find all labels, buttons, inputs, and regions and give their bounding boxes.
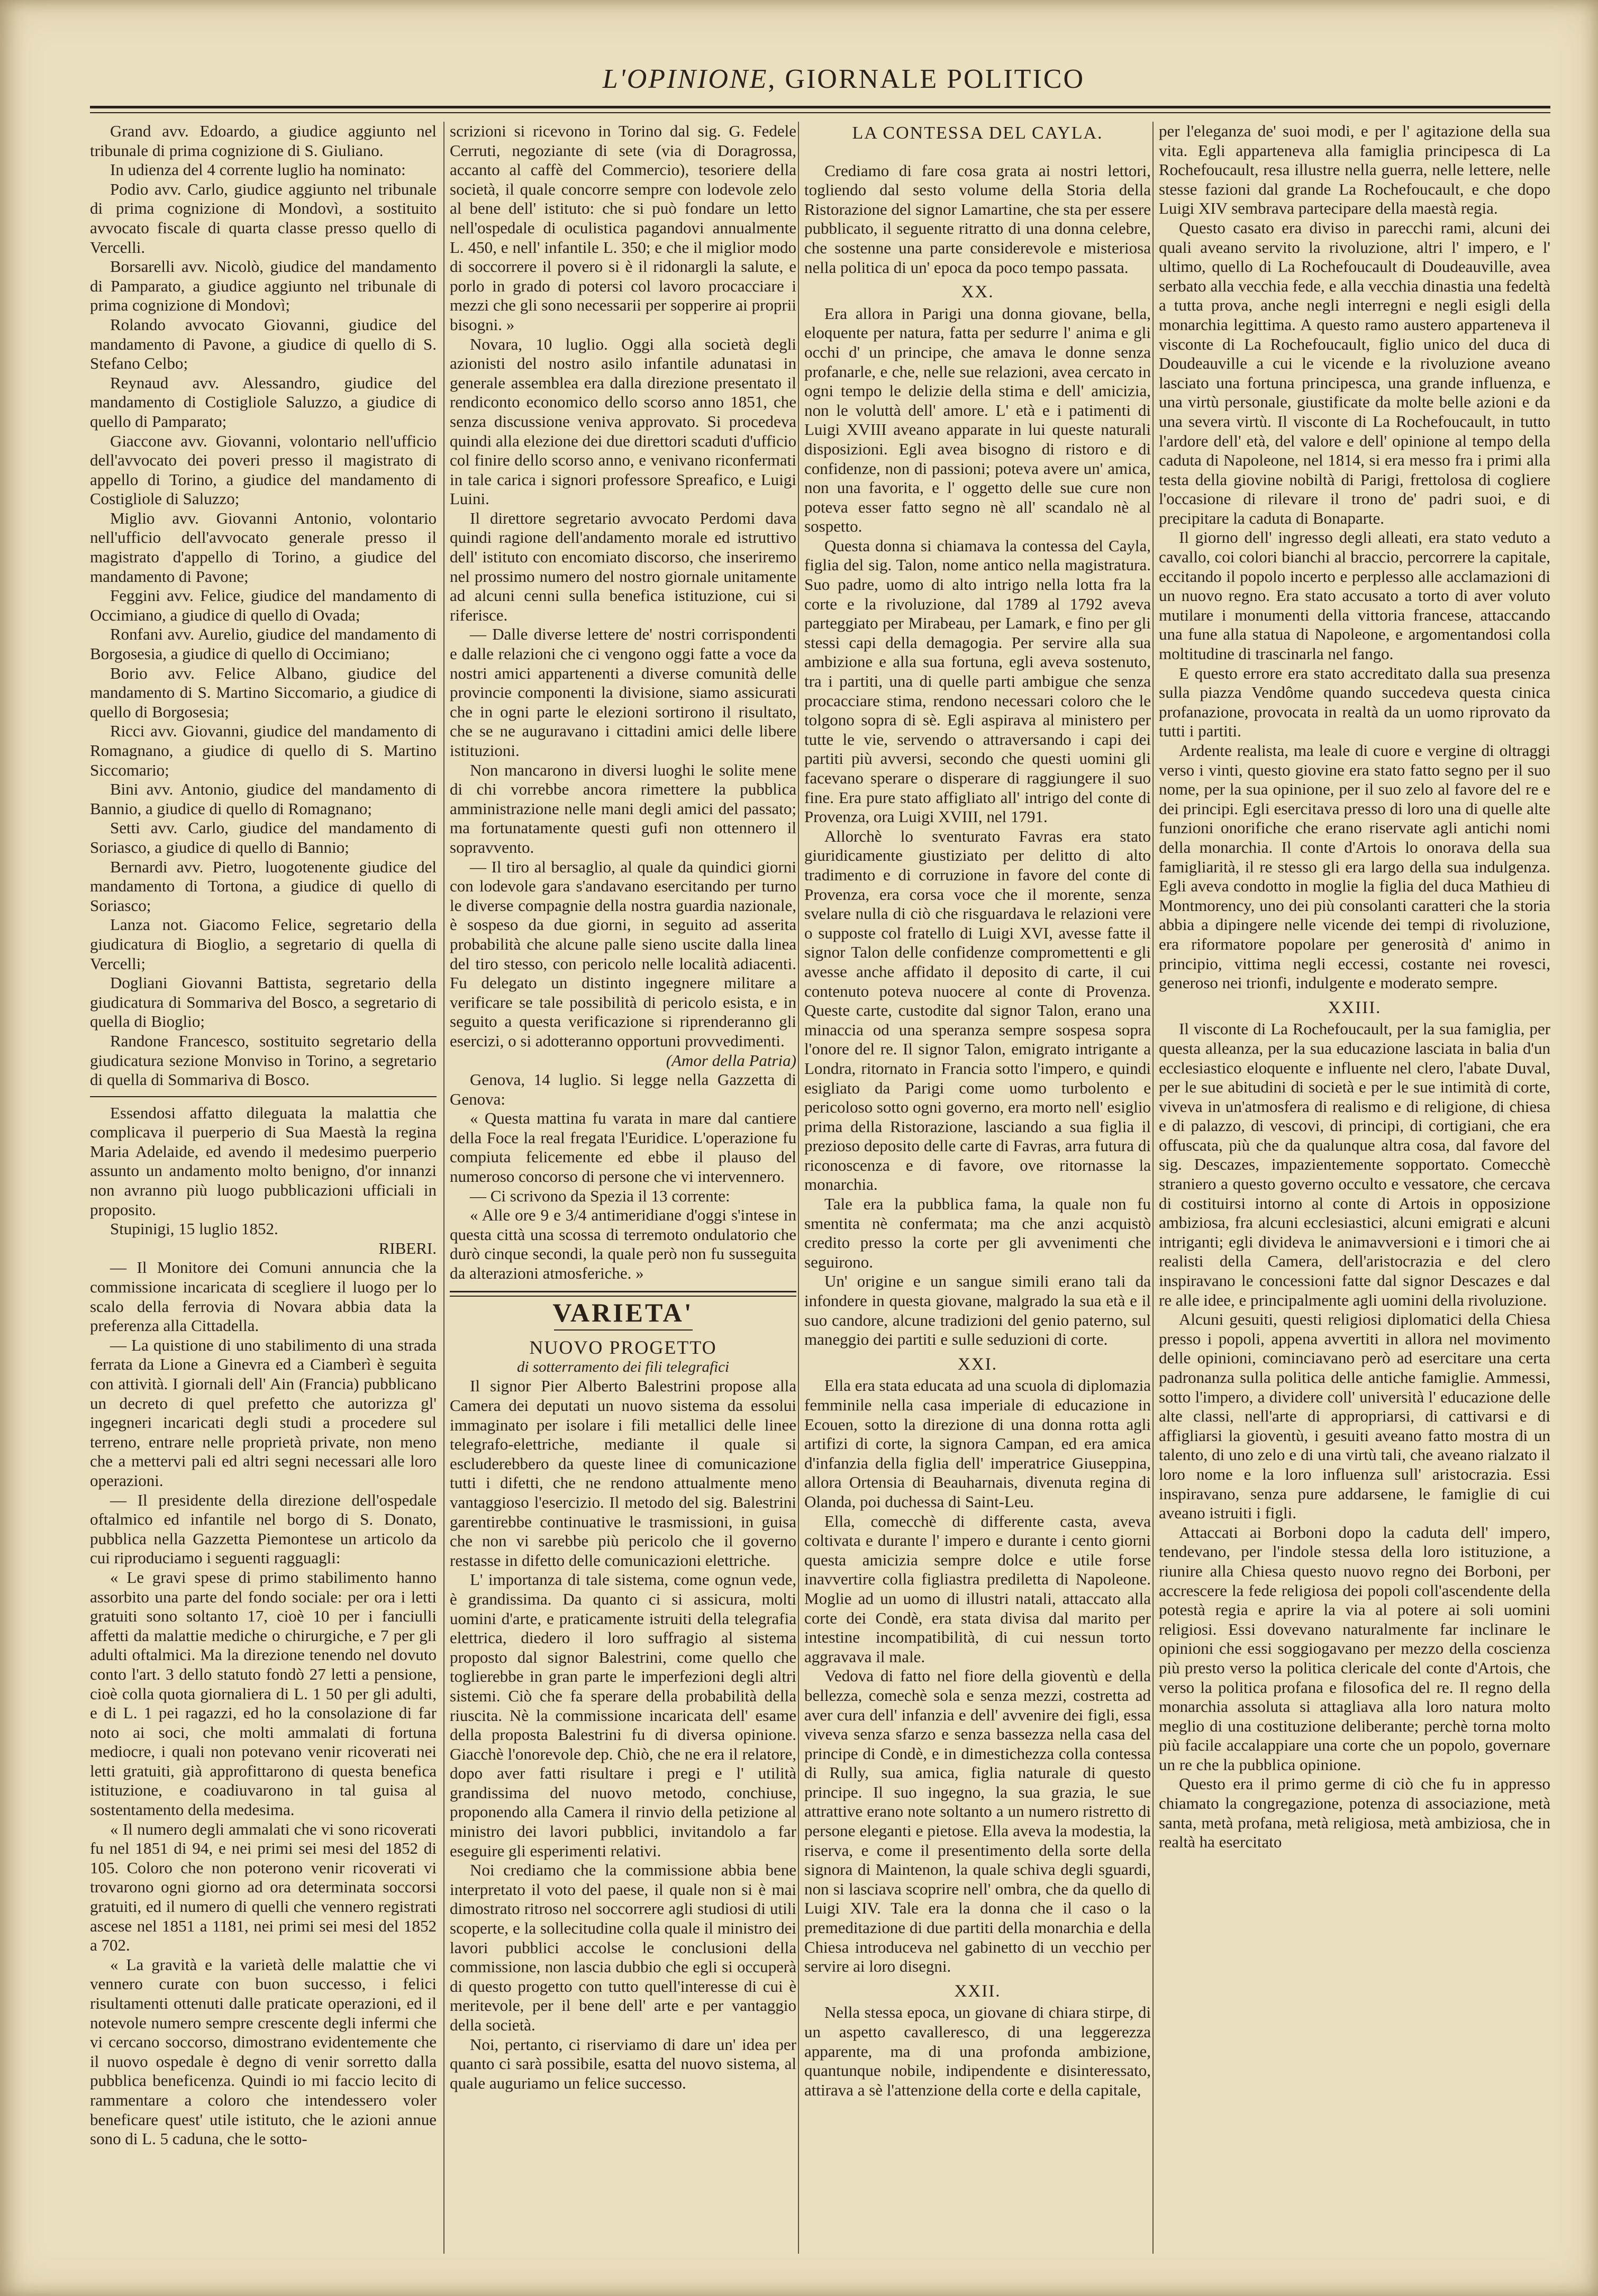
paragraph: Bini avv. Antonio, giudice del mandamento di Bannio, a giudice di quello di Romagnano; [90,780,437,818]
paragraph: Bernardi avv. Pietro, luogotenente giudice del mandamento di Tortona, a giudice di quello di Soriasco; [90,857,437,915]
chapter-number: XXI. [958,1354,997,1374]
paragraph: Ella, comecchè di differente casta, aveva coltivata e durante l' impero e durante i cento giorni questa amicizia sempre dolce e utile forse inavvertire colla figliastra prediletta di Napoleone. Moglie ad un uomo di illustri natali, attaccato alla corte dei Condè, era stata divisa dal marito per intestine incompatibilità, di cui nessun torto aggravava il male. [804,1511,1151,1666]
paragraph: per l'eleganza de' suoi modi, e per l' agitazione della sua vita. Egli apparteneva alla famiglia principesca di La Rochefoucault, resa illustre nella guerra, nelle lettere, nelle stesse fazioni dal grande La Rochefoucault, e che dopo Luigi XIV sembrava partecipare della maestà regia. [1159,122,1550,218]
column-divider [798,122,799,2254]
section-rule [90,1096,437,1097]
paragraph: E questo errore era stato accreditato dalla sua presenza sulla piazza Vendôme quando succedeva questa cinica profanazione, provocata in realtà da un uomo riprovato da tutti i partiti. [1159,663,1550,741]
paragraph: Ricci avv. Giovanni, giudice del mandamento di Romagnano, a giudice di quello di S. Martino Siccomario; [90,722,437,779]
masthead-subtitle: , GIORNALE POLITICO [768,64,1085,94]
column-2 [450,122,796,2259]
paragraph: Allorchè lo sventurato Favras era stato giuridicamente giustiziato per delitto di alto tradimento e di corruzione in favore del conte di Provenza, era corsa voce che il morente, senza svelare nulla di ciò che risguardava le relazioni vere o supposte col fratello di Luigi XVI, avesse fatte il signor Talon delle confidenze compromettenti e gli avesse anche affidato il deposito di carte, il cui contenuto poteva nuocere al conte di Provenza. Queste carte, custodite dal signor Talon, erano una minaccia od una speranza sempre sospesa sopra l'onore del re. Il signor Talon, emigrato intrigante a Londra, ritornato in Francia sotto l'impero, e quindi esigliato da Parigi come uomo turbolento e pericoloso sotto ogni governo, era morto nell' esiglio prima della Ristorazione, lasciando a sua figlia il prezioso deposito delle carte di Favras, arra futura di riconoscenza e di favore, ove ritornasse la monarchia. [804,826,1151,1194]
article-title: LA CONTESSA DEL CAYLA. [852,123,1103,143]
paragraph: — Il Monitore dei Comuni annuncia che la commissione incaricata di scegliere il luogo per lo scalo della ferrovia di Novara abbia data la preferenza alla Cittadella. [90,1258,437,1335]
column-4 [1159,122,1550,2259]
section-rule [554,1329,693,1331]
paragraph: Noi, pertanto, ci riserviamo di dare un' idea per quanto ci sarà possibile, esatta del nuovo sistema, al quale auguriamo un felice successo. [450,2035,796,2092]
paragraph: Genova, 14 luglio. Si legge nella Gazzetta di Genova: [450,1070,796,1108]
paragraph: Lanza not. Giacomo Felice, segretario della giudicatura di Bioglio, a segretario di quella di Vercelli; [90,915,437,973]
chapter-number: XXIII. [1328,998,1382,1017]
paragraph: Questo casato era diviso in parecchi rami, alcuni dei quali aveano servito la rivoluzione, altri l' impero, e l' ultimo, quello di La Rochefoucault di Doudeauville, avea serbato alla vecchia fede, e alla vecchia dinastia una fedeltà a tutta prova, anche negli interregni e negli esigli della monarchia legittima. A questo ramo austero apparteneva il visconte di La Rochefoucault, figlio unico del duca di Doudeauville a cui le vicende e la rivoluzione aveano lasciato una fortuna principesca, una grande influenza, e una virtù personale, giustificate da molte belle azioni e da una severa virtù. Il visconte di La Rochefoucault, in tutto l'ardore dell' età, del valore e dell' opinione al tempo della caduta di Napoleone, nel 1814, si era messo fra i primi alla testa della giovine nobiltà di Parigi, frettolosa di cogliere l'occasione di rilevare il trono de' padri suoi, e di precipitare la caduta di Bonaparte. [1159,218,1550,527]
paragraph: Il signor Pier Alberto Balestrini propose alla Camera dei deputati un nuovo sistema da essolui immaginato per isolare i fili metallici delle linee telegrafo-elettriche, mediante il quale si escluderebbero da queste linee di comunicazione tutti i difetti, che ne rendono attualmente meno vantaggioso l'esercizio. Il metodo del sig. Balestrini garentirebbe continuative le trasmissioni, in guisa che non vi sarebbe più pericolo che il governo restasse in difetto delle comunicazioni elettriche. [450,1377,796,1570]
paragraph: Il direttore segretario avvocato Perdomi dava quindi ragione dell'andamento morale ed istruttivo dell' istituto con encomiato discorso, che inseriremo nel prossimo numero del nostro giornale unitamente ad alcuni cenni sulla benefica istituzione, cui si riferisce. [450,508,796,624]
paragraph: Questa donna si chiamava la contessa del Cayla, figlia del sig. Talon, nome antico nella magistratura. Suo padre, uomo di alto intrigo nella lotta fra la corte e la rivoluzione, dal 1789 al 1792 aveva parteggiato per Mirabeau, per Lamark, e fino per gli stessi capi della demagogia. Per servire alla sua ambizione e alla sua fortuna, egli aveva sostenuto, tra i partiti, una di quelle parti ambigue che senza procacciare stima, rendono necessari coloro che le tolgono sopra di sè. Egli aspirava al ministero per tutte le vie, servendo o attraversando i capi dei partiti più avversi, secondo che questi uomini gli facevano sperare o disperare di raggiungere il suo fine. Era pure stato affigliato all' intrigo del conte di Provenza, ora Luigi XVIII, nel 1791. [804,536,1151,826]
column-divider [1152,122,1154,2254]
paragraph: Reynaud avv. Alessandro, giudice del mandamento di Costigliole Saluzzo, a giudice di quello di Pamparato; [90,373,437,431]
paragraph: Attaccati ai Borboni dopo la caduta dell' impero, tendevano, per l'indole stessa della loro istituzione, a riunire alla Chiesa questo nuovo regno dei Borboni, per accrescere la fede religiosa dei popoli coll'ascendente della potestà regia e aprire la via al potere ai soli uomini religiosi. Essi dovevano naturalmente far inclinare le opinioni che essi soggiogavano per mezzo della coscienza più presto verso la politica clericale del conte d'Artois, che verso la politica profana e filosofica del re. Il regno della monarchia assoluta si attagliava alla loro natura molto meglio di una costituzione deliberante; perchè torna molto più facile accalappiare una corte che un popolo, governare un re che la pubblica opinione. [1159,1523,1550,1774]
paragraph: Era allora in Parigi una donna giovane, bella, eloquente per natura, fatta per sedurre l' anima e gli occhi d' un principe, che amava le donne senza profanarle, e che, nelle sue relazioni, avea cercato in ogni tempo le delizie della stima e dell' amicizia, non le voluttà dell' amore. L' età e i patimenti di Luigi XVIII aveano apparate in lui queste naturali disposizioni. Egli avea bisogno di ristoro e di confidenze, non di passioni; poteva avere un' amica, non una favorita, e l' oggetto delle sue cure non poteva esser fatto segno nè all' scandalo nè al sospetto. [804,304,1151,536]
paragraph: Borio avv. Felice Albano, giudice del mandamento di S. Martino Siccomario, a giudice di quello di Borgosesia; [90,663,437,721]
paragraph: Noi crediamo che la commissione abbia bene interpretato il voto del paese, il quale non si è mai dimostrato ritroso nel soccorrere agli studiosi di utili scoperte, e la sollecitudine colla quale il ministro dei lavori pubblici accolse le conclusioni della commissione, non lascia dubbio che egli si occuperà di questo progetto con tutto quell'interesse di cui è meritevole, per il bene dell' arte e per vantaggio della società. [450,1861,796,2034]
paragraph: Ella era stata educata ad una scuola di diplomazia femminile nella casa imperiale di educazione in Ecouen, sotto la direzione di una donna rotta agli artifizi di corte, la signora Campan, ed era amica d'infanzia della figlia dell' imperatrice Giuseppina, allora Ortensia di Beauharnais, divenuta regina di Olanda, poi duchessa di Saint-Leu. [804,1376,1151,1511]
paragraph: Crediamo di fare cosa grata ai nostri lettori, togliendo dal sesto volume della Storia della Ristorazione del signor Lamartine, che sta per essere pubblicato, il seguente ritratto di una donna celebre, che sostenne una parte considerevole e misteriosa nella politica di un' epoca da poco tempo passata. [804,161,1151,277]
paragraph: Randone Francesco, sostituito segretario della giudicatura sezione Monviso in Torino, a segretario di quella di Sommariva di Bosco. [90,1031,437,1089]
paragraph: Rolando avvocato Giovanni, giudice del mandamento di Pavone, a giudice di quello di S. Stefano Celbo; [90,315,437,373]
paragraph: Non mancarono in diversi luoghi le solite mene di chi vorrebbe ancora rimettere la pubblica amministrazione nelle mani degli amici del passato; ma fortunatamente questi gufi non ottennero il sopravvento. [450,760,796,857]
paragraph: « Questa mattina fu varata in mare dal cantiere della Foce la real fregata l'Euridice. L'operazione fu compiuta felicemente ed ebbe il plauso del numeroso concorso di persone che vi intervennero. [450,1109,796,1186]
column-divider [443,122,444,2254]
paragraph: scrizioni si ricevono in Torino dal sig. G. Fedele Cerruti, negoziante di sete (via di Doragrossa, accanto al caffè del Commercio), tesoriere della società, il quale concorre sempre con lodevole zelo al bene dell' istituto: che si può fondare un letto nell'ospedale di oculistica pagandovi annualmente L. 450, e nell' infantile L. 350; e che il miglior modo di soccorrere il povero si è il ridonargli la salute, e porlo in grado di potersi col lavoro procacciare i mezzi che gli sono necessarii per sopperire ai proprii bisogni. » [450,122,796,334]
paragraph: Un' origine e un sangue simili erano tali da infondere in questa giovane, malgrado la sua età e il suo candore, alcune tradizioni del genio paterno, sul maneggio dei partiti e sulle seduzioni di corte. [804,1272,1151,1349]
paragraph: — Ci scrivono da Spezia il 13 corrente: [470,1186,730,1205]
paragraph: In udienza del 4 corrente luglio ha nominato: [110,160,406,179]
chapter-number: XXII. [954,1981,1001,2001]
paragraph: Dogliani Giovanni Battista, segretario della giudicatura di Sommariva del Bosco, a segretario di quella di Bioglio; [90,973,437,1031]
paragraph: « La gravità e la varietà delle malattie che vi vennero curate con buon successo, i felici risultamenti ottenuti dalle praticate operazioni, ed il notevole numero sempre crescente degli infermi che vi cercano soccorso, dimostrano evidentemente che il nuovo ospedale è degno di venir sorretto dalla pubblica beneficenza. Quindi io mi faccio lecito di rammentare a coloro che intendessero voler beneficare quest' utile istituto, che le azioni annue sono di L. 5 caduna, che le sotto- [90,1955,437,2148]
paragraph: Borsarelli avv. Nicolò, giudice del mandamento di Pamparato, a giudice aggiunto nel tribunale di prima cognizione di Mondovì; [90,257,437,315]
section-rule [450,1291,796,1292]
paragraph: Miglio avv. Giovanni Antonio, volontario nell'ufficio dell'avvocato generale presso il magistrato d'appello di Torino, a giudice del mandamento di Pavone; [90,508,437,586]
paragraph: Vedova di fatto nel fiore della gioventù e della bellezza, comechè sola e senza mezzi, costretta ad aver cura dell' infanzia e dell' avvenire dei figli, essa viveva senza sfarzo e senza bassezza nella casa del principe di Condè, e in dimestichezza colla contessa di Rully, sua amica, figlia naturale di questo principe. Il suo ingegno, la sua grazia, le sue attrattive erano note soltanto a un numero ristretto di persone eleganti e pietose. Ella aveva la modestia, la riserva, e come il presentimento della sorte della signora di Maintenon, la quale schiva degli sguardi, non si lasciava scoprire nell' ombra, che da quello di Luigi XIV. Tale era la donna che il caso o la premeditazione di due partiti della monarchia e della Chiesa introduceva nel gabinetto di un vecchio per servire ai loro disegni. [804,1666,1151,1976]
masthead [90,63,1550,111]
paragraph: Giaccone avv. Giovanni, volontario nell'ufficio dell'avvocato dei poveri presso il magistrato di appello di Torino, a giudice del mandamento di Costigliole di Saluzzo; [90,431,437,508]
dateline: Stupinigi, 15 luglio 1852. [110,1219,278,1238]
article-title: NUOVO PROGETTO [529,1337,717,1359]
paragraph: — Il tiro al bersaglio, al quale da quindici giorni con lodevole gara s'andavano esercitando per turno le diverse compagnie della nostra guardia nazionale, è sospeso da due giorni, in seguito ad asserita probabilità che alcune palle sieno uscite dalla linea del tiro stesso, con pericolo nelle località adiacenti. Fu delegato un distinto ingegnere militare a verificare se tale possibilità di pericolo esista, e in seguito a questa verificazione si riprenderanno gli esercizi, o si adotteranno opportuni provvedimenti. [450,857,796,1050]
masthead-rule [90,106,1550,108]
paragraph: Questo era il primo germe di ciò che fu in appresso chiamato la congregazione, potenza di associazione, metà santa, metà profana, metà religiosa, metà ambiziosa, che in realtà ha esercitato [1159,1774,1550,1852]
source-credit: (Amor della Patria) [666,1051,796,1070]
paragraph: Grand avv. Edoardo, a giudice aggiunto nel tribunale di prima cognizione di S. Giuliano. [90,122,437,160]
paragraph: Il giorno dell' ingresso degli alleati, era stato veduto a cavallo, coi colori bianchi al braccio, percorrere la capitale, eccitando il popolo incerto e perplesso alle acclamazioni di un nuovo regno. Era stato accusato a torto di aver voluto mutilare i monumenti della vittoria francese, attaccando una fune alla statua di Napoleone, e argomentandosi colla moltitudine di trascinarla nel fango. [1159,528,1550,663]
paragraph: — Il presidente della direzione dell'ospedale oftalmico ed infantile nel borgo di S. Donato, pubblica nella Gazzetta Piemontese un articolo da cui riproduciamo i seguenti ragguagli: [90,1490,437,1568]
paragraph: — La quistione di uno stabilimento di una strada ferrata da Lione a Ginevra ed a Ciamberì è seguita con attività. I giornali dell' Ain (Francia) pubblicano un decreto di quel prefetto che autorizza gl' ingegneri incaricati degli studi a procedere sul terreno, entrare nelle proprietà private, non meno che a mettervi pali ed altri segni necessari alle loro operazioni. [90,1335,437,1490]
paragraph: Tale era la pubblica fama, la quale non fu smentita nè confermata; ma che anzi acquistò credito presso la corte per gli avvenimenti che seguirono. [804,1195,1151,1271]
chapter-number: XX. [961,283,994,302]
section-rule-thin [450,1296,796,1297]
column-1 [90,122,437,2259]
paragraph: L' importanza di tale sistema, come ognun vede, è grandissima. Da quanto ci si assicura, molti uomini d'arte, e praticamente istruiti della telegrafia elettrica, diedero il loro suffragio al sistema proposto dal signor Balestrini, come quello che toglierebbe in gran parte le imperfezioni degli altri sistemi. Ciò che fa sperare della probabilità della riuscita. Nè la commissione incaricata dell' esame della proposta Balestrini fu di diversa opinione. Giacchè l'onorevole dep. Chiò, che ne era il relatore, dopo aver fatti risultare i pregi e l' utilità grandissima del nuovo metodo, conchiuse, proponendo alla Camera il rinvio della petizione al ministro dei lavori pubblici, invitandolo a far eseguire gli esperimenti relativi. [450,1570,796,1860]
paragraph: Essendosi affatto dileguata la malattia che complicava il puerperio di Sua Maestà la regina Maria Adelaide, ed avendo il medesimo puerperio assunto un andamento molto benigno, d'or innanzi non avranno più luogo pubblicazioni ufficiali in proposito. [90,1103,437,1219]
paragraph: Ronfani avv. Aurelio, giudice del mandamento di Borgosesia, a giudice di quello di Occimiano; [90,625,437,663]
paragraph: Podio avv. Carlo, giudice aggiunto nel tribunale di prima cognizione di Mondovì, a sostituito avvocato fiscale di quarta classe presso quello di Vercelli. [90,179,437,257]
paragraph: « Le gravi spese di primo stabilimento hanno assorbito una parte del fondo sociale: per ora i letti gratuiti sono soltanto 17, cioè 10 per i fanciulli affetti da malattie mediche o chirurgiche, e 7 per gli adulti oftalmici. Ma la direzione tenendo nel dovuto conto l'art. 3 dello statuto fondò 27 letti a pensione, cioè colla quota giornaliera di L. 1 50 per gli adulti, e di L. 1 pei ragazzi, ed ho la consolazione di far noto ai soci, che molti ammalati di fortuna mediocre, i quali non potevano venir ricoverati nei letti gratuiti, già approfittarono di questa benefica istituzione, e coadiuvarono in tal guisa al sostentamento della medesima. [90,1568,437,1819]
paragraph: « Alle ore 9 e 3/4 antimeridiane d'oggi s'intese in questa città una scossa di terremoto ondulatorio che durò cinque secondi, la quale però non fu susseguita da alterazioni atmosferiche. » [450,1206,796,1283]
paragraph: — Dalle diverse lettere de' nostri corrispondenti e dalle relazioni che ci vengono oggi fatte a voce da nostri amici appartenenti a diverse comunità delle provincie componenti la divisione, siamo assicurati che in ogni parte le elezioni sortirono il risultato, che se ne auguravano i cittadini amici delle libere istituzioni. [450,625,796,760]
paragraph: « Il numero degli ammalati che vi sono ricoverati fu nel 1851 di 94, e nei primi sei mesi del 1852 di 105. Coloro che non poterono venir ricoverati vi trovarono ogni giorno ad ora determinata soccorsi gratuiti, ed il numero di quelli che vennero registrati ascese nel 1851 a 1181, nei primi sei mesi del 1852 a 702. [90,1819,437,1955]
paragraph: Novara, 10 luglio. Oggi alla società degli azionisti del nostro asilo infantile adunatasi in generale assemblea era dalla direzione presentato il rendiconto economico dello scorso anno 1851, che senza discussione veniva approvato. Si procedeva quindi alla elezione dei due direttori scaduti d'ufficio col finire dello scorso anno, e venivano riconfermati in tale carica i signori professore Spreafico, e Luigi Luini. [450,334,796,508]
paragraph: Nella stessa epoca, un giovane di chiara stirpe, di un aspetto cavalleresco, di una leggerezza apparente, ma di una profonda ambizione, quantunque nobile, indipendente e disinteressato, attirava a sè l'attenzione della corte e della capitale, [804,2003,1151,2099]
column-3 [804,122,1151,2259]
paragraph: Feggini avv. Felice, giudice del mandamento di Occimiano, a giudice di quello di Ovada; [90,586,437,624]
masthead-title: L'OPINIONE [602,64,768,94]
paragraph: Setti avv. Carlo, giudice del mandamento di Soriasco, a giudice di quello di Bannio; [90,818,437,857]
article-subtitle: di sotterramento dei fili telegrafici [516,1358,730,1375]
paragraph: Ardente realista, ma leale di cuore e vergine di oltraggi verso i vinti, questo giovine era stato fatto segno per il suo nome, per la sua opinione, per il suo zelo al favore del re e dei principi. Egli esercitava presso di loro una di quelle alte funzioni onorifiche che erano riservate agli antichi nomi della monarchia. Il conte d'Artois lo onorava della sua famigliarità, il re stesso gli era largo della sua indulgenza. Egli aveva condotto in moglie la figlia del duca Mathieu di Montmorency, uno dei più consolanti caratteri che la storia abbia a dipingere nelle vicende dei tempi di rivoluzione, era riformatore popolare per generosità d' animo in principio, vittima negli eccessi, costante nei rovesci, generoso nei trionfi, indulgente e moderato sempre. [1159,741,1550,992]
paragraph: Il visconte di La Rochefoucault, per la sua famiglia, per questa alleanza, per la sua educazione lasciata in balia d'un ecclesiastico eloquente e influente nel clero, l'abate Duval, per le sue abitudini di società e per le sue intimità di corte, viveva in un'atmosfera di realismo e di religione, di chiesa e di palazzo, di vescovi, di principi, di cortigiani, che era offuscata, più che da qualunque altra cosa, dal favore del sig. Descazes, impazientemente sopportato. Comecchè straniero a questo governo occulto e vessatore, che cercava di costituirsi intorno al conte di Artois in opposizione ambiziosa, fra alcuni ecclesiastici, alcuni emigrati e alcuni intriganti; egli divideva le animavversioni e i timori che ai realisti della Camera, dell'aristocrazia e del clero inspiravano le concessioni fatte dal signor Descazes e dal re alle idee, e principalmente agli uomini della rivoluzione. [1159,1019,1550,1309]
masthead-rule-thin [90,112,1550,113]
signature: RIBERI. [378,1238,437,1258]
section-heading-varieta: VARIETA' [552,1297,694,1327]
paragraph: Alcuni gesuiti, questi religiosi diplomatici della Chiesa presso i popoli, appena avvertiti in allora nel movimento delle opinioni, cominciavano però ad esercitare una certa padronanza sulla politica delle antiche famiglie. Ammessi, sotto l'impero, a dividere coll' università l' educazione delle alte classi, nell'arte di appropriarsi, di cattivarsi e di affigliarsi la gioventù, i gesuiti aveano fatto mostra di un talento, di uno zelo e di una virtù tali, che aveano rialzato il loro nome e la loro influenza sull' aristocrazia. Essi inspiravano, senza pure addarsene, le famiglie di cui aveano istruiti i figli. [1159,1310,1550,1523]
